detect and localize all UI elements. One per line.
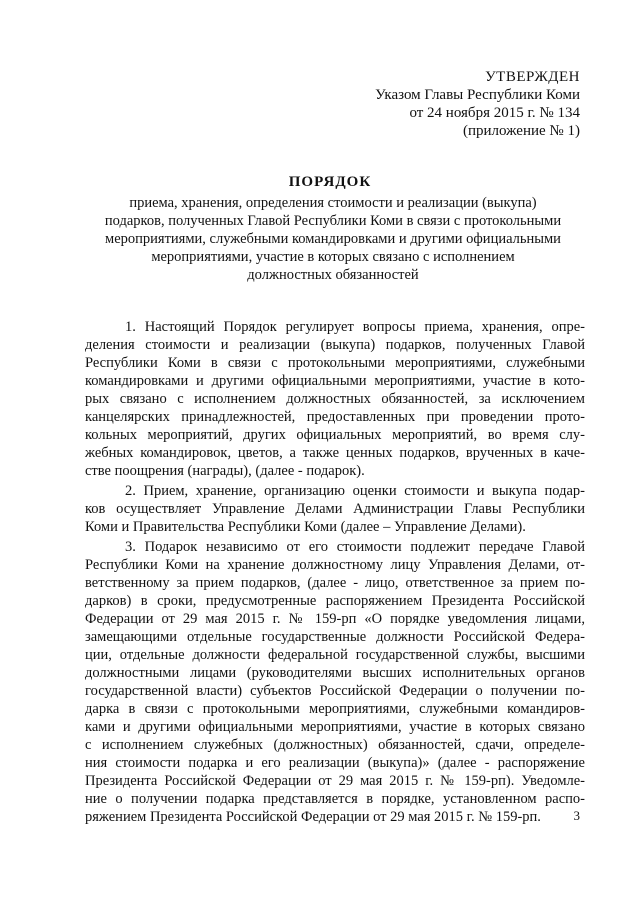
paragraph-line: ряжением Президента Российской Федерации от 29 мая 2015 г. № 159-рп.: [85, 809, 541, 825]
approval-stamp: [375, 68, 580, 140]
paragraph-line: Республики Коми на хранение должностному лицу Управления Делами, от-: [85, 557, 585, 573]
subtitle-line: приема, хранения, определения стоимости и реализации (выкупа): [129, 195, 537, 211]
paragraph-line: жебных командировок, цветов, а также ценных подарков, врученных в каче-: [85, 445, 585, 461]
approved-heading: УТВЕРЖДЕН: [485, 69, 580, 85]
page-number: 3: [573, 808, 580, 823]
paragraph-1: [85, 318, 585, 480]
paragraph-line: дарков) в сроки, предусмотренные распоряжением Президента Российской: [85, 593, 585, 609]
paragraph-line: канцелярских принадлежностей, предоставленных при проведении прото-: [85, 409, 585, 425]
paragraph-line: стве поощрения (награды), (далее - подарок).: [85, 463, 365, 479]
paragraph-line: Федерации от 29 мая 2015 г. № 159-рп «О порядке уведомления лицами,: [85, 611, 585, 627]
subtitle-line: подарков, полученных Главой Республики Коми в связи с протокольными: [104, 213, 562, 229]
paragraph-line: государственной власти) субъектов Российской Федерации о получении по-: [85, 683, 585, 699]
appendix-note: (приложение № 1): [462, 123, 580, 139]
paragraph-line: Президента Российской Федерации от 29 мая 2015 г. № 159-рп). Уведомле-: [85, 773, 585, 789]
decree-line: Указом Главы Республики Коми: [375, 87, 580, 103]
document-subtitle: [78, 194, 588, 284]
paragraph-line: ками и другими официальными мероприятиями, участие в которых связано: [85, 719, 585, 735]
paragraph-line: Коми и Правительства Республики Коми (далее – Управление Делами).: [85, 519, 526, 535]
subtitle-line: должностных обязанностей: [247, 267, 419, 283]
paragraph-line: кольных мероприятий, других официальных мероприятий, во время слу-: [85, 427, 585, 443]
paragraph-line: 2. Прием, хранение, организацию оценки стоимости и выкупа подар-: [125, 483, 585, 499]
paragraph-line: должностными лицами (руководителями высших исполнительных органов: [85, 665, 585, 681]
document-title: ПОРЯДОК: [288, 174, 372, 190]
paragraph-line: деления стоимости и реализации (выкупа) подарков, полученных Главой: [85, 337, 585, 353]
paragraph-line: замещающими отдельные государственные должности Российской Федера-: [85, 629, 585, 645]
paragraph-3: [85, 538, 585, 826]
paragraph-line: командировками и другими официальными мероприятиями, участие в кото-: [85, 373, 585, 389]
subtitle-line: мероприятиями, участие в которых связано с исполнением: [151, 249, 515, 265]
paragraph-2: [85, 482, 585, 536]
paragraph-line: 3. Подарок независимо от его стоимости подлежит передаче Главой: [125, 539, 585, 555]
decree-date: от 24 ноября 2015 г. № 134: [409, 105, 580, 121]
paragraph-line: 1. Настоящий Порядок регулирует вопросы приема, хранения, опре-: [125, 319, 585, 335]
paragraph-line: ков осуществляет Управление Делами Администрации Главы Республики: [85, 501, 585, 517]
paragraph-line: ветственному за прием подарков, (далее - лицо, ответственное за прием по-: [85, 575, 585, 591]
subtitle-line: мероприятиями, служебными командировками и другими официальными: [105, 231, 561, 247]
paragraph-line: ния стоимости подарка и его реализации (выкупа)» (далее - распоряжение: [85, 755, 585, 771]
paragraph-line: с исполнением служебных (должностных) обязанностей, сдачи, определе-: [85, 737, 585, 753]
paragraph-line: ции, отдельные должности федеральной государственной службы, высшими: [85, 647, 585, 663]
paragraph-line: рых связано с исполнением должностных обязанностей, за исключением: [85, 391, 585, 407]
document-body: [85, 318, 585, 828]
paragraph-line: Республики Коми в связи с протокольными мероприятиями, служебными: [85, 355, 585, 371]
paragraph-line: дарка в связи с протокольными мероприятиями, служебными командиров-: [85, 701, 585, 717]
paragraph-line: ние о получении подарка представляется в порядке, установленном распо-: [85, 791, 585, 807]
